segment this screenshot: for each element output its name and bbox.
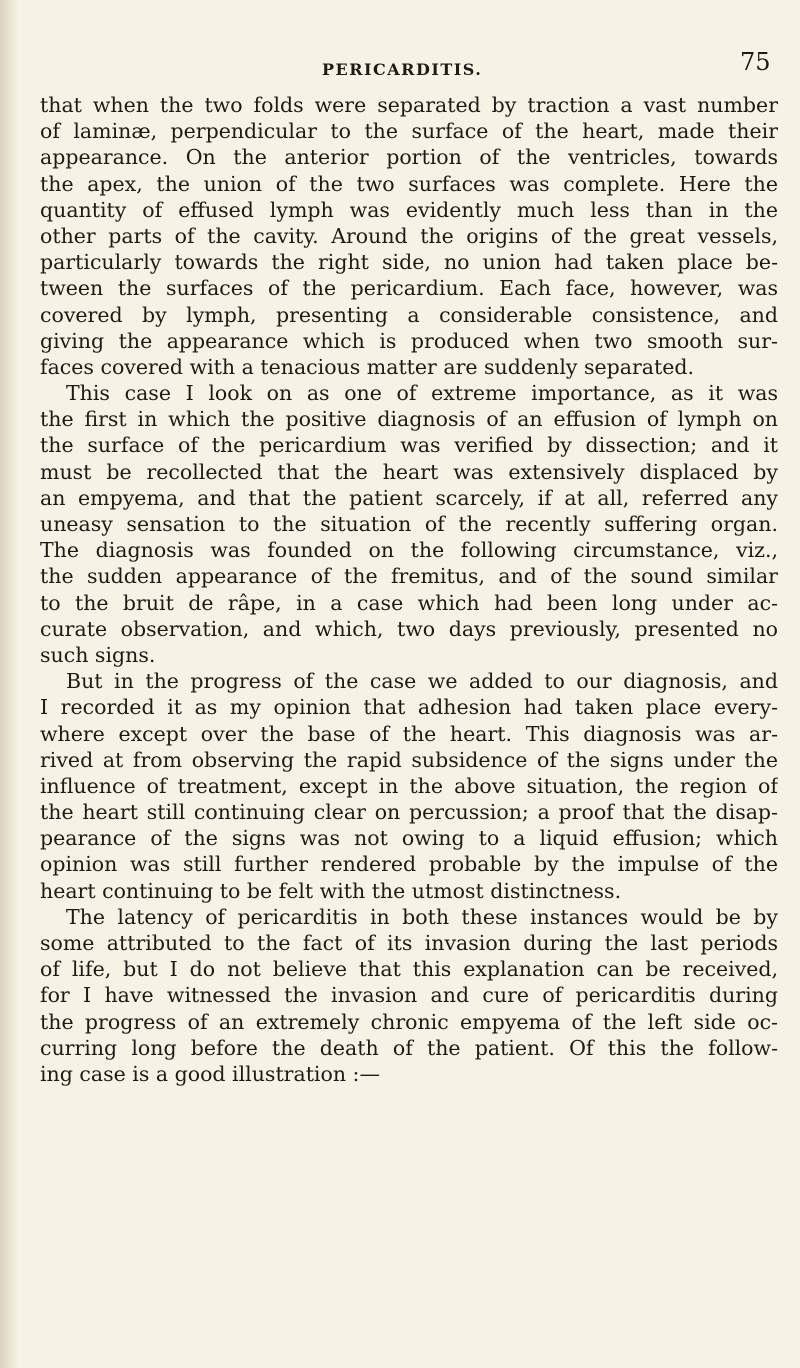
text-line: covered by lymph, presenting a considerable consistence, and: [40, 302, 778, 327]
text-line: to the bruit de râpe, in a case which had been long under ac-: [40, 590, 778, 615]
text-line: curate observation, and which, two days previously, presented no: [40, 616, 778, 641]
text-line: the apex, the union of the two surfaces was complete. Here the: [40, 171, 778, 196]
text-line: But in the progress of the case we added to our diagnosis, and: [66, 669, 778, 694]
text-line: the progress of an extremely chronic empyema of the left side oc-: [40, 1009, 778, 1034]
text-line: rived at from observing the rapid subsidence of the signs under the: [40, 747, 778, 772]
page-gutter-shadow: [0, 0, 18, 1368]
text-line: the sudden appearance of the fremitus, and of the sound similar: [40, 564, 778, 589]
text-line: faces covered with a tenacious matter are suddenly separated.: [40, 354, 695, 379]
text-line: pearance of the signs was not owing to a liquid effusion; which: [40, 826, 778, 851]
text-line: appearance. On the anterior portion of the ventricles, towards: [40, 145, 778, 170]
page-header: [0, 48, 800, 84]
text-line: the heart still continuing clear on percussion; a proof that the disap-: [40, 800, 778, 825]
text-line: quantity of effused lymph was evidently much less than in the: [40, 197, 778, 222]
text-line: The latency of pericarditis in both these instances would be by: [66, 904, 778, 929]
text-line: heart continuing to be felt with the utmost distinctness.: [40, 878, 622, 903]
text-line: the surface of the pericardium was verified by dissection; and it: [40, 433, 778, 458]
text-line: I recorded it as my opinion that adhesion had taken place every-: [40, 695, 778, 720]
text-line: opinion was still further rendered probable by the impulse of the: [40, 852, 778, 877]
text-line: ing case is a good illustration :—: [40, 1061, 380, 1086]
text-line: curring long before the death of the patient. Of this the follow-: [40, 1035, 778, 1060]
text-line: particularly towards the right side, no union had taken place be-: [40, 250, 778, 275]
text-line: such signs.: [40, 642, 156, 667]
text-line: the first in which the positive diagnosis of an effusion of lymph on: [40, 407, 778, 432]
text-line: other parts of the cavity. Around the origins of the great vessels,: [40, 223, 778, 248]
running-title: PERICARDITIS.: [322, 60, 483, 79]
text-line: This case I look on as one of extreme importance, as it was: [66, 381, 778, 406]
text-line: of laminæ, perpendicular to the surface of the heart, made their: [40, 119, 778, 144]
text-line: that when the two folds were separated by traction a vast number: [40, 93, 778, 117]
text-line: influence of treatment, except in the above situation, the region of: [40, 773, 778, 798]
text-line: of life, but I do not believe that this explanation can be received,: [40, 957, 778, 982]
text-line: for I have witnessed the invasion and cure of pericarditis during: [40, 983, 778, 1008]
text-line: uneasy sensation to the situation of the recently suffering organ.: [40, 512, 778, 536]
text-line: must be recollected that the heart was extensively displaced by: [40, 459, 778, 484]
text-line: where except over the base of the heart. This diagnosis was ar-: [40, 721, 778, 746]
text-line: some attributed to the fact of its invasion during the last periods: [40, 931, 778, 955]
text-line: giving the appearance which is produced when two smooth sur-: [40, 328, 778, 353]
page-number: 75: [740, 48, 771, 76]
body-text: [40, 92, 778, 1087]
text-line: tween the surfaces of the pericardium. Each face, however, was: [40, 276, 778, 301]
text-line: The diagnosis was founded on the following circumstance, viz.,: [40, 538, 778, 563]
text-line: an empyema, and that the patient scarcely, if at all, referred any: [40, 485, 778, 510]
